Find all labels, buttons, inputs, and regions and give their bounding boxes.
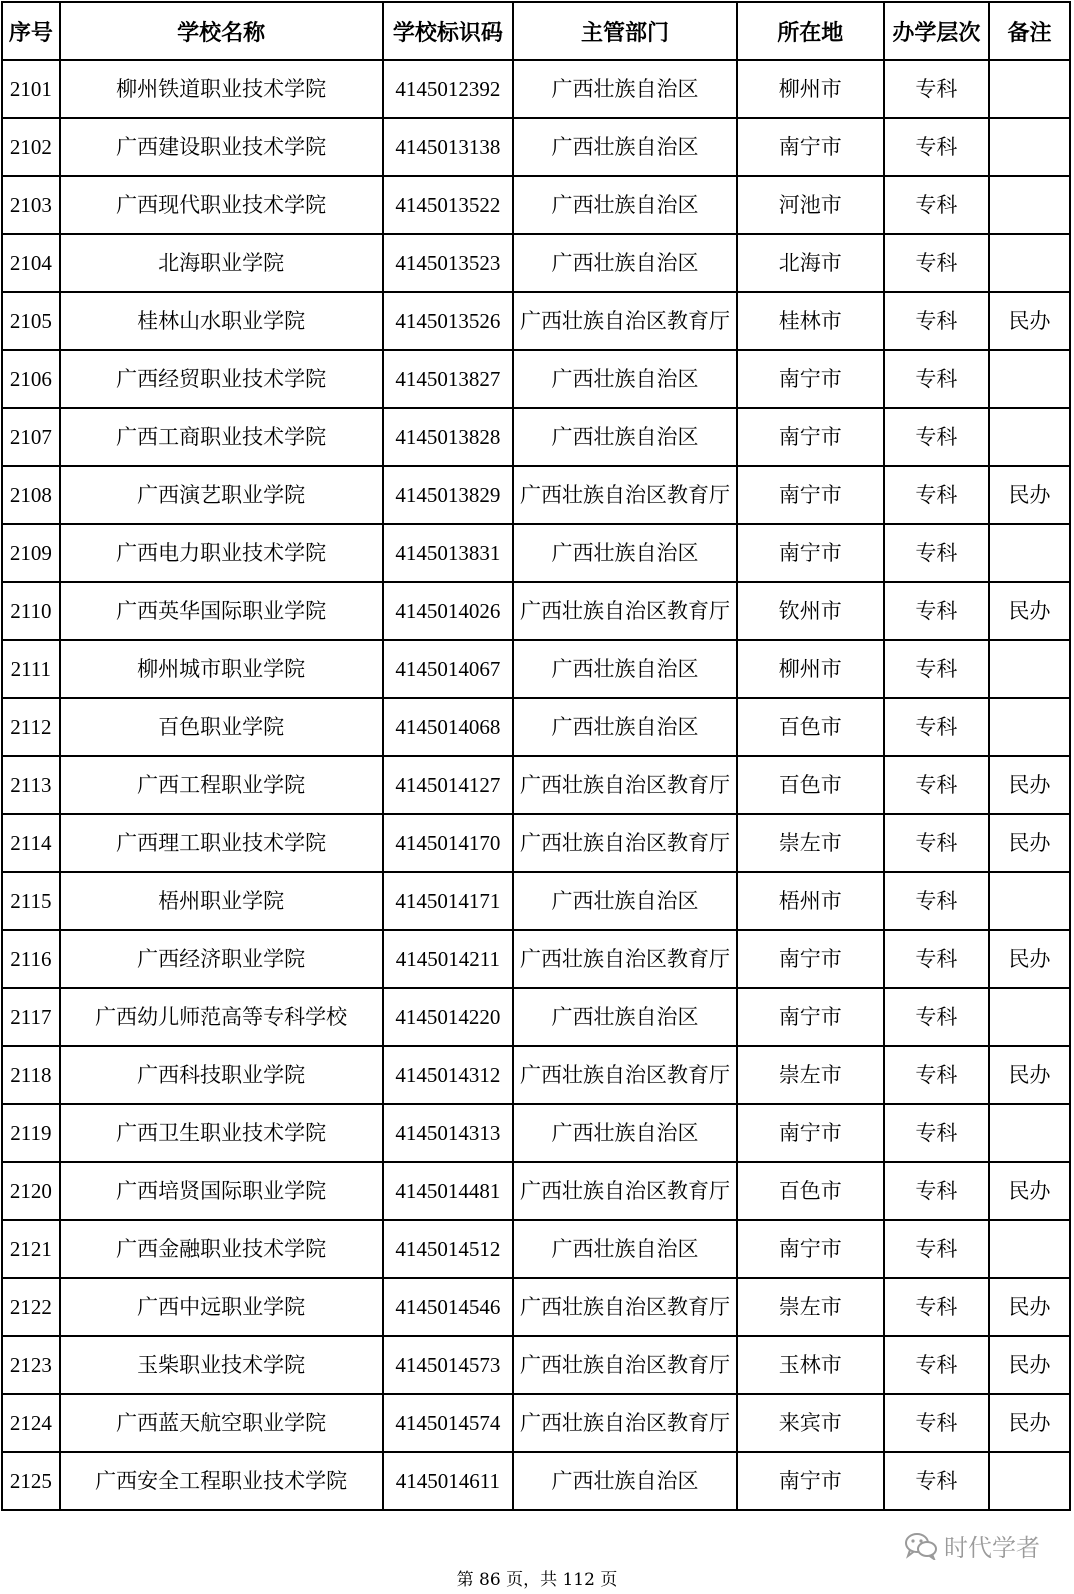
cell-remark: 民办 bbox=[989, 1394, 1070, 1452]
table-row bbox=[2, 698, 1070, 756]
cell-level: 专科 bbox=[884, 1452, 989, 1510]
table-row bbox=[2, 640, 1070, 698]
cell-school-name: 柳州城市职业学院 bbox=[60, 640, 383, 698]
cell-location: 南宁市 bbox=[737, 408, 884, 466]
cell-level: 专科 bbox=[884, 640, 989, 698]
cell-location: 南宁市 bbox=[737, 466, 884, 524]
cell-level: 专科 bbox=[884, 1336, 989, 1394]
cell-school-name: 玉柴职业技术学院 bbox=[60, 1336, 383, 1394]
cell-department: 广西壮族自治区 bbox=[513, 118, 737, 176]
cell-school-code: 4145014313 bbox=[383, 1104, 514, 1162]
cell-school-name: 广西建设职业技术学院 bbox=[60, 118, 383, 176]
cell-row-index: 2101 bbox=[2, 60, 60, 118]
cell-department: 广西壮族自治区 bbox=[513, 872, 737, 930]
cell-department: 广西壮族自治区教育厅 bbox=[513, 1336, 737, 1394]
cell-department: 广西壮族自治区 bbox=[513, 60, 737, 118]
cell-row-index: 2108 bbox=[2, 466, 60, 524]
cell-row-index: 2114 bbox=[2, 814, 60, 872]
cell-remark: 民办 bbox=[989, 1046, 1070, 1104]
cell-level: 专科 bbox=[884, 60, 989, 118]
cell-row-index: 2117 bbox=[2, 988, 60, 1046]
cell-school-code: 4145014067 bbox=[383, 640, 514, 698]
cell-school-name: 柳州铁道职业技术学院 bbox=[60, 60, 383, 118]
cell-row-index: 2105 bbox=[2, 292, 60, 350]
table-row bbox=[2, 292, 1070, 350]
cell-level: 专科 bbox=[884, 1394, 989, 1452]
cell-department: 广西壮族自治区 bbox=[513, 350, 737, 408]
table-row bbox=[2, 814, 1070, 872]
cell-school-name: 广西卫生职业技术学院 bbox=[60, 1104, 383, 1162]
cell-level: 专科 bbox=[884, 234, 989, 292]
header-location: 所在地 bbox=[737, 2, 884, 60]
cell-row-index: 2106 bbox=[2, 350, 60, 408]
cell-school-code: 4145013526 bbox=[383, 292, 514, 350]
cell-level: 专科 bbox=[884, 176, 989, 234]
cell-school-name: 广西理工职业技术学院 bbox=[60, 814, 383, 872]
cell-department: 广西壮族自治区教育厅 bbox=[513, 582, 737, 640]
cell-department: 广西壮族自治区 bbox=[513, 234, 737, 292]
cell-level: 专科 bbox=[884, 1104, 989, 1162]
cell-school-name: 广西工程职业学院 bbox=[60, 756, 383, 814]
cell-remark: 民办 bbox=[989, 930, 1070, 988]
cell-school-name: 广西经贸职业技术学院 bbox=[60, 350, 383, 408]
cell-remark bbox=[989, 988, 1070, 1046]
cell-location: 玉林市 bbox=[737, 1336, 884, 1394]
cell-location: 南宁市 bbox=[737, 524, 884, 582]
cell-school-code: 4145014573 bbox=[383, 1336, 514, 1394]
table-row bbox=[2, 466, 1070, 524]
cell-level: 专科 bbox=[884, 756, 989, 814]
cell-location: 河池市 bbox=[737, 176, 884, 234]
cell-location: 百色市 bbox=[737, 1162, 884, 1220]
cell-school-code: 4145013829 bbox=[383, 466, 514, 524]
cell-row-index: 2102 bbox=[2, 118, 60, 176]
wechat-icon bbox=[904, 1532, 938, 1560]
cell-school-code: 4145014211 bbox=[383, 930, 514, 988]
cell-school-code: 4145013831 bbox=[383, 524, 514, 582]
table-row bbox=[2, 1220, 1070, 1278]
cell-level: 专科 bbox=[884, 1220, 989, 1278]
cell-school-code: 4145013827 bbox=[383, 350, 514, 408]
table-row bbox=[2, 1394, 1070, 1452]
cell-school-code: 4145014170 bbox=[383, 814, 514, 872]
cell-row-index: 2124 bbox=[2, 1394, 60, 1452]
cell-school-code: 4145014026 bbox=[383, 582, 514, 640]
cell-remark bbox=[989, 1104, 1070, 1162]
table-row bbox=[2, 582, 1070, 640]
school-list-table bbox=[1, 1, 1071, 1511]
cell-department: 广西壮族自治区教育厅 bbox=[513, 292, 737, 350]
cell-school-name: 梧州职业学院 bbox=[60, 872, 383, 930]
table-row bbox=[2, 756, 1070, 814]
table-row bbox=[2, 930, 1070, 988]
cell-department: 广西壮族自治区教育厅 bbox=[513, 1394, 737, 1452]
cell-remark: 民办 bbox=[989, 582, 1070, 640]
cell-school-code: 4145012392 bbox=[383, 60, 514, 118]
cell-location: 来宾市 bbox=[737, 1394, 884, 1452]
table-row bbox=[2, 176, 1070, 234]
cell-remark bbox=[989, 524, 1070, 582]
table-row bbox=[2, 872, 1070, 930]
cell-remark bbox=[989, 408, 1070, 466]
cell-remark bbox=[989, 1452, 1070, 1510]
cell-remark bbox=[989, 60, 1070, 118]
cell-remark: 民办 bbox=[989, 1336, 1070, 1394]
cell-location: 南宁市 bbox=[737, 1104, 884, 1162]
cell-department: 广西壮族自治区 bbox=[513, 1104, 737, 1162]
cell-school-code: 4145014481 bbox=[383, 1162, 514, 1220]
cell-location: 柳州市 bbox=[737, 640, 884, 698]
table-row bbox=[2, 1336, 1070, 1394]
cell-location: 崇左市 bbox=[737, 1046, 884, 1104]
cell-level: 专科 bbox=[884, 814, 989, 872]
cell-row-index: 2120 bbox=[2, 1162, 60, 1220]
cell-school-name: 广西金融职业技术学院 bbox=[60, 1220, 383, 1278]
cell-row-index: 2116 bbox=[2, 930, 60, 988]
header-school-name: 学校名称 bbox=[60, 2, 383, 60]
table-row bbox=[2, 234, 1070, 292]
cell-remark: 民办 bbox=[989, 466, 1070, 524]
cell-remark bbox=[989, 872, 1070, 930]
cell-remark: 民办 bbox=[989, 1162, 1070, 1220]
cell-school-code: 4145014312 bbox=[383, 1046, 514, 1104]
cell-row-index: 2112 bbox=[2, 698, 60, 756]
cell-location: 梧州市 bbox=[737, 872, 884, 930]
table-header-row bbox=[2, 2, 1070, 60]
cell-school-code: 4145014574 bbox=[383, 1394, 514, 1452]
cell-school-name: 广西工商职业技术学院 bbox=[60, 408, 383, 466]
header-index: 序号 bbox=[2, 2, 60, 60]
cell-remark: 民办 bbox=[989, 292, 1070, 350]
header-level: 办学层次 bbox=[884, 2, 989, 60]
cell-level: 专科 bbox=[884, 698, 989, 756]
cell-row-index: 2118 bbox=[2, 1046, 60, 1104]
cell-school-name: 广西幼儿师范高等专科学校 bbox=[60, 988, 383, 1046]
cell-location: 南宁市 bbox=[737, 350, 884, 408]
cell-school-code: 4145013138 bbox=[383, 118, 514, 176]
cell-level: 专科 bbox=[884, 1278, 989, 1336]
cell-location: 钦州市 bbox=[737, 582, 884, 640]
header-school-code: 学校标识码 bbox=[383, 2, 514, 60]
cell-school-code: 4145014512 bbox=[383, 1220, 514, 1278]
cell-row-index: 2121 bbox=[2, 1220, 60, 1278]
cell-row-index: 2111 bbox=[2, 640, 60, 698]
cell-department: 广西壮族自治区教育厅 bbox=[513, 756, 737, 814]
cell-department: 广西壮族自治区 bbox=[513, 1452, 737, 1510]
cell-remark bbox=[989, 234, 1070, 292]
cell-level: 专科 bbox=[884, 1046, 989, 1104]
cell-level: 专科 bbox=[884, 292, 989, 350]
cell-remark bbox=[989, 1220, 1070, 1278]
cell-row-index: 2109 bbox=[2, 524, 60, 582]
cell-row-index: 2115 bbox=[2, 872, 60, 930]
table-row bbox=[2, 1046, 1070, 1104]
cell-school-name: 广西英华国际职业学院 bbox=[60, 582, 383, 640]
cell-row-index: 2104 bbox=[2, 234, 60, 292]
cell-row-index: 2125 bbox=[2, 1452, 60, 1510]
cell-level: 专科 bbox=[884, 524, 989, 582]
cell-level: 专科 bbox=[884, 872, 989, 930]
table-row bbox=[2, 524, 1070, 582]
cell-department: 广西壮族自治区教育厅 bbox=[513, 814, 737, 872]
cell-school-code: 4145014220 bbox=[383, 988, 514, 1046]
cell-location: 柳州市 bbox=[737, 60, 884, 118]
cell-department: 广西壮族自治区 bbox=[513, 988, 737, 1046]
table-row bbox=[2, 1104, 1070, 1162]
cell-location: 北海市 bbox=[737, 234, 884, 292]
cell-school-name: 广西经济职业学院 bbox=[60, 930, 383, 988]
cell-location: 崇左市 bbox=[737, 814, 884, 872]
cell-location: 百色市 bbox=[737, 756, 884, 814]
cell-department: 广西壮族自治区 bbox=[513, 640, 737, 698]
cell-department: 广西壮族自治区 bbox=[513, 408, 737, 466]
cell-department: 广西壮族自治区教育厅 bbox=[513, 1046, 737, 1104]
cell-remark: 民办 bbox=[989, 814, 1070, 872]
cell-department: 广西壮族自治区 bbox=[513, 524, 737, 582]
cell-school-code: 4145013523 bbox=[383, 234, 514, 292]
cell-department: 广西壮族自治区 bbox=[513, 698, 737, 756]
cell-location: 桂林市 bbox=[737, 292, 884, 350]
table-row bbox=[2, 1452, 1070, 1510]
cell-level: 专科 bbox=[884, 930, 989, 988]
cell-school-name: 广西蓝天航空职业学院 bbox=[60, 1394, 383, 1452]
table-row bbox=[2, 350, 1070, 408]
cell-remark: 民办 bbox=[989, 1278, 1070, 1336]
cell-remark bbox=[989, 176, 1070, 234]
table-row bbox=[2, 118, 1070, 176]
page-footer: 第 86 页，共 112 页 bbox=[456, 1570, 618, 1590]
cell-school-name: 广西安全工程职业技术学院 bbox=[60, 1452, 383, 1510]
cell-department: 广西壮族自治区教育厅 bbox=[513, 930, 737, 988]
cell-school-name: 桂林山水职业学院 bbox=[60, 292, 383, 350]
cell-level: 专科 bbox=[884, 988, 989, 1046]
cell-location: 南宁市 bbox=[737, 988, 884, 1046]
cell-remark bbox=[989, 350, 1070, 408]
cell-department: 广西壮族自治区教育厅 bbox=[513, 466, 737, 524]
cell-location: 南宁市 bbox=[737, 118, 884, 176]
cell-remark bbox=[989, 118, 1070, 176]
cell-school-code: 4145013522 bbox=[383, 176, 514, 234]
table-row bbox=[2, 1162, 1070, 1220]
cell-level: 专科 bbox=[884, 350, 989, 408]
cell-row-index: 2110 bbox=[2, 582, 60, 640]
cell-department: 广西壮族自治区 bbox=[513, 1220, 737, 1278]
cell-level: 专科 bbox=[884, 582, 989, 640]
cell-school-name: 广西科技职业学院 bbox=[60, 1046, 383, 1104]
cell-school-name: 广西培贤国际职业学院 bbox=[60, 1162, 383, 1220]
cell-row-index: 2113 bbox=[2, 756, 60, 814]
watermark-text: 时代学者 bbox=[944, 1534, 1040, 1562]
cell-location: 百色市 bbox=[737, 698, 884, 756]
watermark bbox=[904, 1528, 1040, 1563]
cell-remark bbox=[989, 698, 1070, 756]
cell-row-index: 2122 bbox=[2, 1278, 60, 1336]
cell-level: 专科 bbox=[884, 118, 989, 176]
cell-location: 崇左市 bbox=[737, 1278, 884, 1336]
cell-school-name: 广西中远职业学院 bbox=[60, 1278, 383, 1336]
table-row bbox=[2, 988, 1070, 1046]
cell-level: 专科 bbox=[884, 1162, 989, 1220]
cell-location: 南宁市 bbox=[737, 930, 884, 988]
cell-level: 专科 bbox=[884, 408, 989, 466]
cell-department: 广西壮族自治区教育厅 bbox=[513, 1162, 737, 1220]
cell-school-name: 北海职业学院 bbox=[60, 234, 383, 292]
cell-row-index: 2107 bbox=[2, 408, 60, 466]
cell-school-code: 4145014611 bbox=[383, 1452, 514, 1510]
cell-remark bbox=[989, 640, 1070, 698]
cell-remark: 民办 bbox=[989, 756, 1070, 814]
header-remark: 备注 bbox=[989, 2, 1070, 60]
cell-department: 广西壮族自治区 bbox=[513, 176, 737, 234]
cell-school-name: 广西电力职业技术学院 bbox=[60, 524, 383, 582]
cell-school-code: 4145014171 bbox=[383, 872, 514, 930]
cell-school-name: 百色职业学院 bbox=[60, 698, 383, 756]
table-row bbox=[2, 408, 1070, 466]
cell-school-code: 4145014546 bbox=[383, 1278, 514, 1336]
header-department: 主管部门 bbox=[513, 2, 737, 60]
cell-school-code: 4145014068 bbox=[383, 698, 514, 756]
cell-row-index: 2119 bbox=[2, 1104, 60, 1162]
table-row bbox=[2, 1278, 1070, 1336]
cell-level: 专科 bbox=[884, 466, 989, 524]
cell-school-name: 广西演艺职业学院 bbox=[60, 466, 383, 524]
cell-school-name: 广西现代职业技术学院 bbox=[60, 176, 383, 234]
cell-location: 南宁市 bbox=[737, 1452, 884, 1510]
cell-school-code: 4145014127 bbox=[383, 756, 514, 814]
cell-row-index: 2123 bbox=[2, 1336, 60, 1394]
table-row bbox=[2, 60, 1070, 118]
cell-school-code: 4145013828 bbox=[383, 408, 514, 466]
cell-location: 南宁市 bbox=[737, 1220, 884, 1278]
cell-row-index: 2103 bbox=[2, 176, 60, 234]
cell-department: 广西壮族自治区教育厅 bbox=[513, 1278, 737, 1336]
